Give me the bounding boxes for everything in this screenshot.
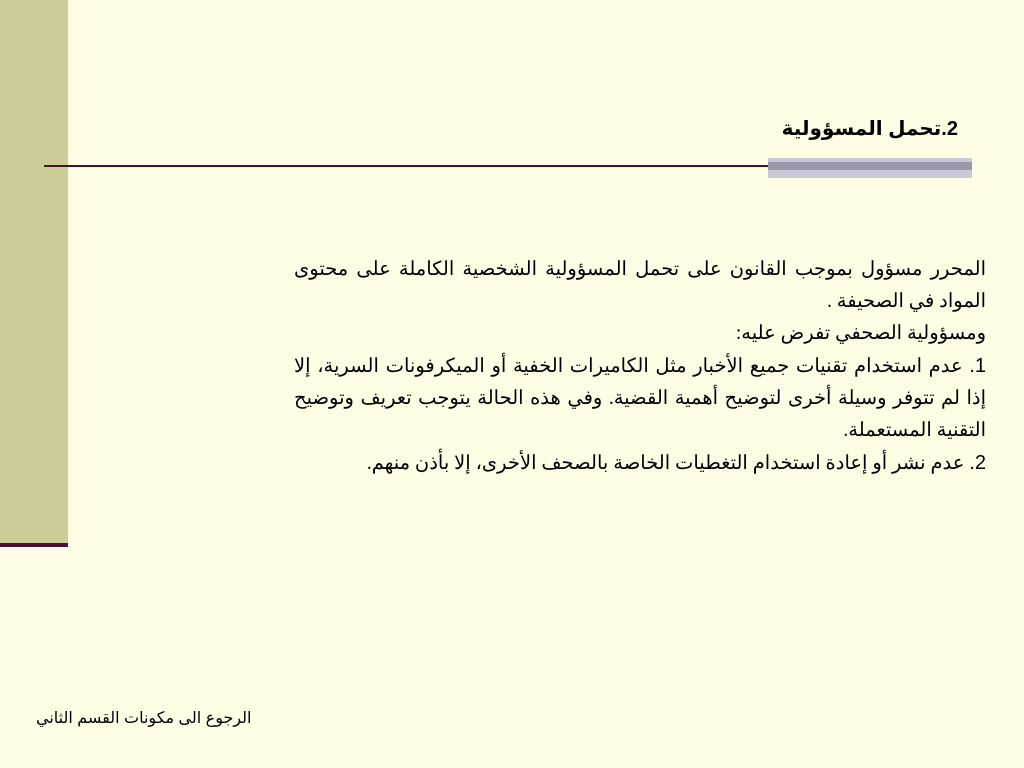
back-to-section-link[interactable]: الرجوع الى مكونات القسم الثاني <box>36 710 252 727</box>
body-lead: ومسؤولية الصحفي تفرض عليه: <box>735 323 986 344</box>
list-item-1 <box>294 350 986 447</box>
list-item-2-text: عدم نشر أو إعادة استخدام التغطيات الخاصة بالصحف الأخرى، إلا بأذن منهم. <box>366 453 970 474</box>
list-item-1-text: عدم استخدام تقنيات جميع الأخبار مثل الكاميرات الخفية أو الميكرفونات السرية، إلا إذا لم تتوفر وسيلة أخرى لتوضيح أهمية القضية. وفي هذه الحالة يتوجب تعريف وتوضيح التقنية المستعملة. <box>294 356 986 441</box>
title-accent-bar <box>768 158 972 178</box>
title-divider <box>44 165 770 167</box>
slide-body <box>294 254 986 480</box>
slide-title: 2.تحمل المسؤولية <box>781 118 958 140</box>
list-item-1-number: 1. <box>969 355 986 377</box>
left-decorative-band <box>0 0 68 544</box>
list-item-2 <box>294 447 986 480</box>
body-intro: المحرر مسؤول بموجب القانون على تحمل المسؤولية الشخصية الكاملة على محتوى المواد في الصحيفة . <box>294 259 986 312</box>
left-band-rule <box>0 543 68 547</box>
list-item-2-number: 2. <box>969 452 986 474</box>
